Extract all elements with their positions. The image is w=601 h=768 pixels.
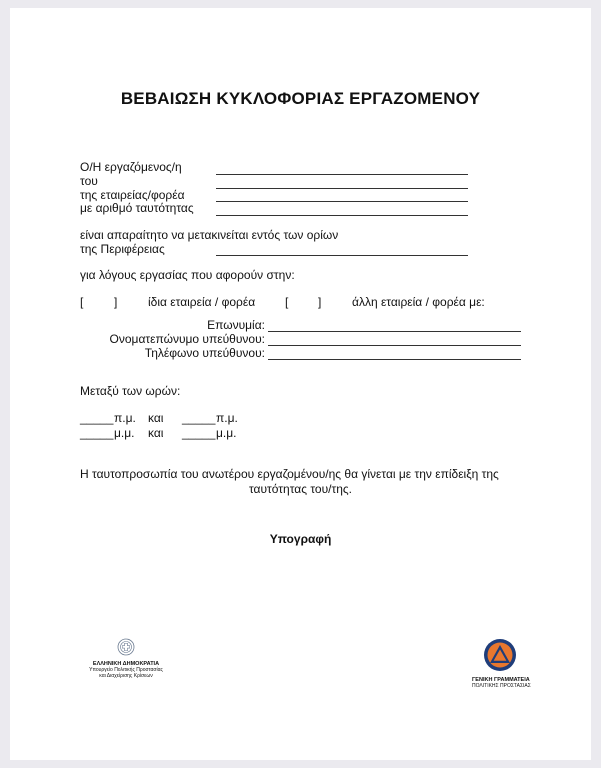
work-reasons-text: για λόγους εργασίας που αφορούν στην: [80, 268, 295, 282]
option-same-label: ίδια εταιρεία / φορέα [148, 295, 256, 309]
father-name-line[interactable] [216, 188, 468, 189]
identity-text-line1: Η ταυτοπροσωπία του ανωτέρου εργαζομένου/ης θα γίνεται με την επίδειξη της [80, 467, 499, 481]
option-other-label: άλλη εταιρεία / φορέα με: [352, 295, 485, 309]
hours-row1-and: και [148, 411, 164, 425]
responsible-name-label: Ονοματεπώνυμο υπεύθυνου: [109, 332, 265, 346]
hours-row1-ampm1: π.μ. [114, 411, 136, 425]
company-line[interactable] [216, 201, 468, 202]
company-name-label: Επωνυμία: [207, 318, 265, 332]
right-footer-logo [472, 638, 531, 689]
movement-text: είναι απαραίτητο να μετακινείται εντός των ορίων [80, 228, 339, 242]
company-name-line[interactable] [268, 331, 521, 332]
hours-row1-blank1[interactable]: _____ [80, 411, 114, 425]
region-line[interactable] [216, 255, 468, 256]
signature-label: Υπογραφή [269, 532, 332, 546]
right-logo-line1: ΓΕΝΙΚΗ ΓΡΑΜΜΑΤΕΙΑ [472, 677, 530, 683]
hours-row2-and: και [148, 426, 164, 440]
hours-label: Μεταξύ των ωρών: [80, 384, 181, 398]
document-title: ΒΕΒΑΙΩΣΗ ΚΥΚΛΟΦΟΡΙΑΣ ΕΡΓΑΖΟΜΕΝΟΥ [120, 89, 481, 108]
father-label: του [80, 174, 98, 188]
id-number-line[interactable] [216, 215, 468, 216]
hours-row2-ampm2: μ.μ. [216, 426, 237, 440]
hours-row1-blank2[interactable]: _____ [182, 411, 216, 425]
checkbox-other-open[interactable]: [ [285, 295, 289, 309]
checkbox-other-close[interactable]: ] [318, 295, 322, 309]
hours-row2-ampm1: μ.μ. [114, 426, 135, 440]
hours-row2-blank1[interactable]: _____ [80, 426, 114, 440]
company-label: της εταιρείας/φορέα [80, 188, 185, 202]
hours-row1-ampm2: π.μ. [216, 411, 238, 425]
civil-protection-icon [483, 638, 517, 672]
left-logo-line3: και Διαχείρισης Κρίσεων [99, 673, 153, 679]
left-logo-line2: Υπουργείο Πολιτικής Προστασίας [89, 667, 163, 673]
identity-text-line2: ταυτότητας του/της. [248, 482, 353, 496]
right-logo-line2: ΠΟΛΙΤΙΚΗΣ ΠΡΟΣΤΑΣΙΑΣ [472, 683, 531, 689]
checkbox-same-close[interactable]: ] [114, 295, 118, 309]
left-logo-line1: ΕΛΛΗΝΙΚΗ ΔΗΜΟΚΡΑΤΙΑ [92, 661, 160, 667]
hours-row2-blank2[interactable]: _____ [182, 426, 216, 440]
employee-name-line[interactable] [216, 174, 468, 175]
responsible-name-line[interactable] [268, 345, 521, 346]
document-page [10, 8, 591, 760]
region-label: της Περιφέρειας [80, 242, 165, 256]
checkbox-same-open[interactable]: [ [80, 295, 84, 309]
greek-emblem-icon [117, 638, 135, 656]
employee-label: Ο/Η εργαζόμενος/η [80, 160, 182, 174]
responsible-phone-line[interactable] [268, 359, 521, 360]
left-footer-logo [76, 638, 176, 679]
id-number-label: με αριθμό ταυτότητας [80, 201, 194, 215]
responsible-phone-label: Τηλέφωνο υπεύθυνου: [144, 346, 265, 360]
